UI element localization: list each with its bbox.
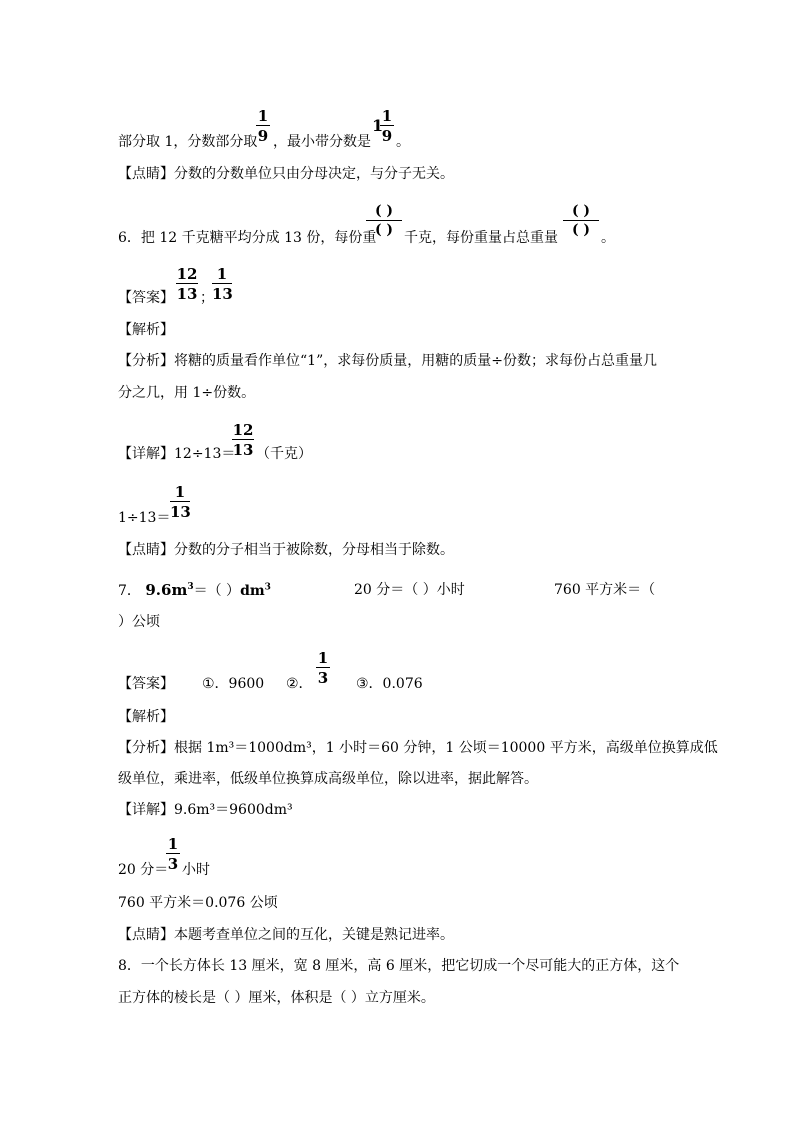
q7-line-b-fraction (166, 836, 180, 872)
q7-m3-value: 9.6m (145, 581, 188, 599)
fraction-denominator: ( ) (571, 222, 591, 238)
q6-line2-fraction (170, 484, 190, 520)
fraction-numerator: ( ) (571, 203, 591, 219)
fraction-denominator: 9 (257, 127, 269, 145)
q6-answer-fraction-2 (212, 266, 232, 302)
q7-part2: 20 分＝（ ）小时 (354, 582, 465, 598)
q7-dm3-superscript: 3 (264, 582, 271, 593)
q5-tail-b (273, 132, 371, 152)
fraction-denominator: 13 (212, 285, 233, 303)
fraction-numerator: 1 (167, 835, 179, 853)
fraction-numerator: 12 (232, 421, 254, 439)
q6-blank-fraction-1 (364, 203, 404, 238)
fraction-numerator: 1 (257, 107, 269, 125)
q7-volume-m3 (145, 581, 193, 599)
q6-dianjing: 【点睛】分数的分子相当于被除数，分母相当于除数。 (118, 542, 454, 558)
q7-dianjing: 【点睛】本题考查单位之间的互化，关键是熟记进率。 (118, 927, 454, 943)
fraction-bar (166, 853, 180, 854)
fraction-numerator: 1 (174, 483, 186, 501)
q5-text-a: 部分取 1，分数部分取 (118, 134, 258, 150)
fraction-numerator: 12 (176, 265, 198, 283)
q7-xiangjie: 【详解】9.6m³＝9600dm³ (118, 802, 293, 818)
q7-fenxi-line-2: 级单位，乘进率，低级单位换算成高级单位，除以进率，据此解答。 (118, 771, 538, 787)
mixed-number-integer: 1 (372, 116, 384, 135)
fraction-denominator: 3 (317, 669, 329, 687)
fraction-bar (176, 283, 198, 284)
q6-jiexi-label: 【解析】 (118, 322, 174, 338)
q7-line-b-a: 20 分＝ (118, 862, 169, 878)
q6-fenxi-line-1: 【分析】将糖的质量看作单位“1”，求每份质量，用糖的质量÷份数；求每份占总重量几 (118, 353, 657, 369)
q6-blank-fraction-2 (561, 203, 601, 238)
fraction-denominator: 9 (381, 127, 393, 145)
q6-stem-b: 千克，每份重量占总重量 (404, 230, 558, 246)
q7-fenxi-line-1: 【分析】根据 1m³＝1000dm³，1 小时＝60 分钟，1 公顷＝10000 平方米，高级单位换算成低 (118, 740, 718, 756)
q6-stem-a: 6．把 12 千克糖平均分成 13 份，每份重 (118, 230, 377, 246)
fraction-bar (256, 125, 270, 126)
q5-tail-line (118, 132, 257, 152)
q6-fenxi-line-2: 分之几，用 1÷份数。 (118, 385, 256, 401)
fraction-numerator: 1 (381, 107, 393, 125)
fraction-denominator: ( ) (374, 222, 394, 238)
q7-line-c: 760 平方米＝0.076 公顷 (118, 895, 278, 911)
q7-dm3-text: dm (240, 583, 265, 599)
q7-stem-line-1 (118, 580, 271, 601)
q6-line2-a: 1÷13＝ (118, 510, 171, 526)
q8-stem-line-2: 正方体的棱长是（ ）厘米，体积是（ ）立方厘米。 (118, 990, 435, 1006)
fraction-bar (212, 283, 232, 284)
fraction-denominator: 3 (167, 855, 179, 873)
q7-part3: 760 平方米＝（ (554, 582, 656, 598)
fraction-denominator: 13 (170, 503, 191, 521)
q6-answer-label: 【答案】 (118, 290, 174, 306)
q6-xiangjie-a: 【详解】12÷13＝ (118, 446, 236, 462)
q8-stem-line-1: 8．一个长方体长 13 厘米，宽 8 厘米，高 6 厘米，把它切成一个尽可能大的正方体，这个 (118, 958, 680, 974)
fraction-denominator: 13 (232, 441, 254, 459)
q7-line-b-b: 小时 (182, 862, 210, 878)
fraction-bar (563, 220, 599, 221)
mixed-number-fraction (380, 108, 394, 144)
fraction-bar (316, 667, 330, 668)
q5-fraction-one-ninth (256, 108, 270, 144)
q7-jiexi-label: 【解析】 (118, 709, 174, 725)
fraction-numerator: 1 (216, 265, 228, 283)
q7-m3-superscript: 3 (187, 582, 194, 592)
q7-dm3-unit (240, 583, 271, 599)
q7-answer-2-fraction (316, 650, 330, 686)
q6-xiangjie-b: （千克） (256, 446, 312, 462)
q5-text-c: 。 (396, 134, 410, 150)
fraction-denominator: 13 (176, 285, 198, 303)
q7-answer-label: 【答案】 (118, 676, 174, 692)
q6-stem-c: 。 (601, 230, 615, 246)
fraction-bar (232, 439, 254, 440)
fraction-numerator: 1 (317, 649, 329, 667)
q5-text-b: ，最小带分数是 (273, 134, 371, 150)
fraction-bar (170, 501, 190, 502)
fraction-numerator: ( ) (374, 203, 394, 219)
fraction-bar (380, 125, 394, 126)
q7-stem-line-2: ）公顷 (118, 614, 160, 630)
fraction-bar (366, 220, 402, 221)
q7-answer-3: ③．0.076 (356, 676, 423, 692)
q7-equation-blank: ＝（ ） (193, 583, 241, 599)
q7-answer-1: ①．9600 (202, 676, 265, 692)
q7-answer-2-label: ②． (286, 676, 313, 692)
q7-number: 7． (118, 583, 141, 599)
q6-answer-fraction-1 (176, 266, 198, 302)
q6-xiangjie-fraction (232, 422, 254, 458)
q5-dianjing: 【点睛】分数的分数单位只由分母决定，与分子无关。 (118, 166, 454, 182)
q6-answer-separator: ； (200, 290, 214, 306)
